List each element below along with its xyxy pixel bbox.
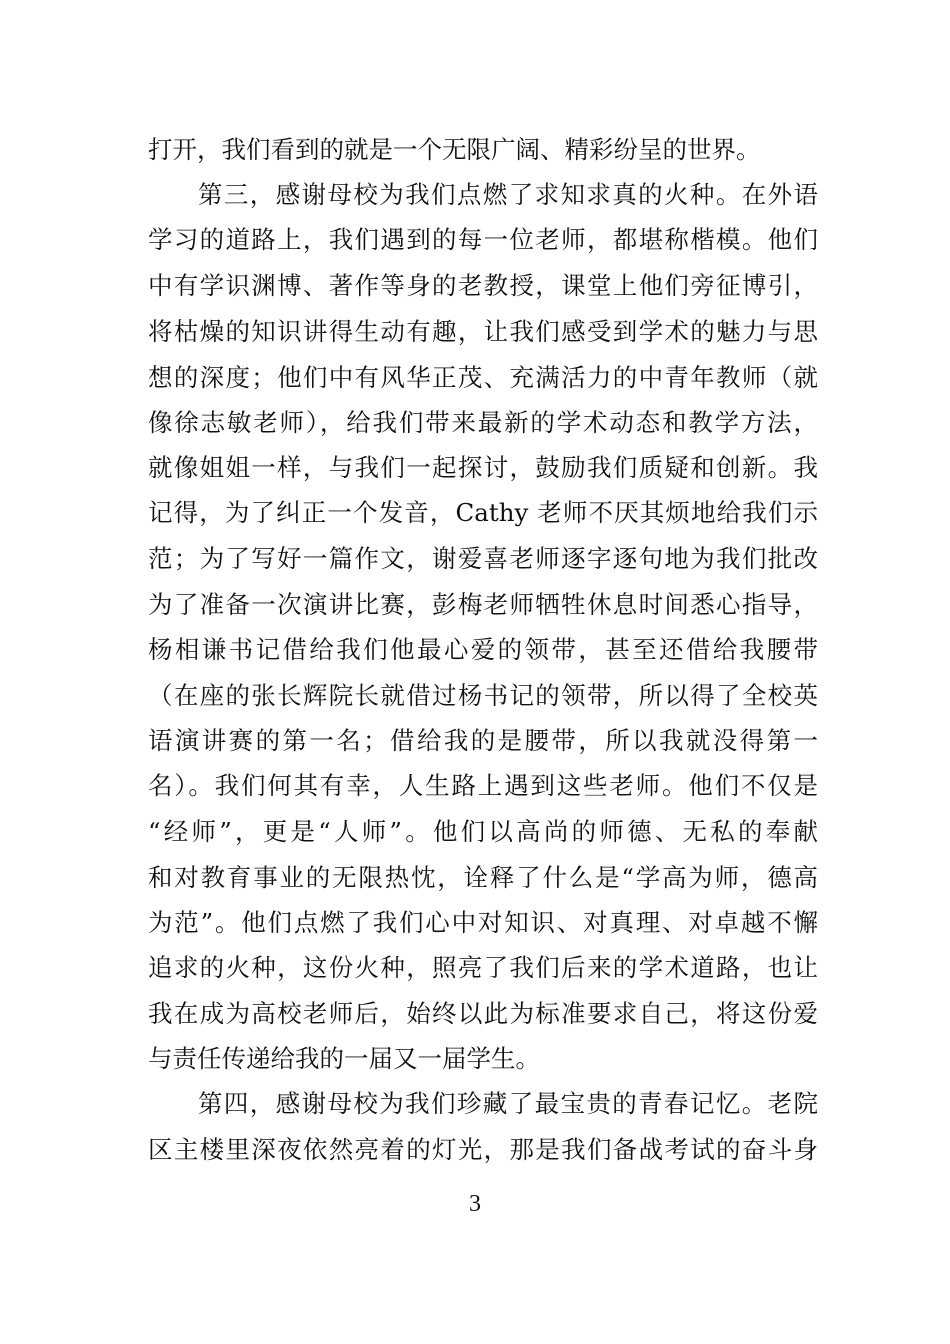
page-number: 3 [469, 1191, 481, 1217]
paragraph-line: 和对教育事业的无限热忱，诠释了什么是“学高为师，德高 [148, 863, 818, 892]
paragraph-line: 语演讲赛的第一名；借给我的是腰带，所以我就没得第一 [148, 726, 818, 755]
paragraph-line: 区主楼里深夜依然亮着的灯光，那是我们备战考试的奋斗身 [148, 1135, 818, 1164]
paragraph-line: 我在成为高校老师后，始终以此为标准要求自己，将这份爱 [148, 999, 818, 1028]
paragraph-line: 为范”。他们点燃了我们心中对知识、对真理、对卓越不懈 [148, 908, 818, 937]
paragraph-line: 打开，我们看到的就是一个无限广阔、精彩纷呈的世界。 [148, 135, 761, 164]
paragraph-line: 像徐志敏老师），给我们带来最新的学术动态和教学方法， [148, 408, 818, 437]
paragraph-line: 想的深度；他们中有风华正茂、充满活力的中青年教师（就 [148, 363, 818, 392]
paragraph-line: 追求的火种，这份火种，照亮了我们后来的学术道路，也让 [148, 953, 818, 982]
paragraph-line: 为了准备一次演讲比赛，彭梅老师牺牲休息时间悉心指导， [148, 590, 818, 619]
paragraph-line: 第三，感谢母校为我们点燃了求知求真的火种。在外语 [198, 180, 818, 209]
paragraph-line: 学习的道路上，我们遇到的每一位老师，都堪称楷模。他们 [148, 225, 818, 254]
paragraph-line: 名）。我们何其有幸，人生路上遇到这些老师。他们不仅是 [148, 771, 818, 800]
paragraph-line: 将枯燥的知识讲得生动有趣，让我们感受到学术的魅力与思 [148, 317, 818, 346]
paragraph-line: 杨相谦书记借给我们他最心爱的领带，甚至还借给我腰带 [148, 635, 818, 664]
paragraph-line: 第四，感谢母校为我们珍藏了最宝贵的青春记忆。老院 [198, 1089, 818, 1118]
paragraph-line: （在座的张长辉院长就借过杨书记的领带，所以得了全校英 [148, 681, 818, 710]
paragraph-line: 记得，为了纠正一个发音，Cathy 老师不厌其烦地给我们示 [148, 498, 818, 527]
paragraph-line: 中有学识渊博、著作等身的老教授，课堂上他们旁征博引， [148, 271, 818, 300]
paragraph-line: 范；为了写好一篇作文，谢爱喜老师逐字逐句地为我们批改 [148, 544, 818, 573]
paragraph-line: 与责任传递给我的一届又一届学生。 [148, 1044, 540, 1073]
paragraph-line: “经师”，更是“人师”。他们以高尚的师德、无私的奉献 [148, 817, 818, 846]
paragraph-line: 就像姐姐一样，与我们一起探讨，鼓励我们质疑和创新。我 [148, 453, 818, 482]
